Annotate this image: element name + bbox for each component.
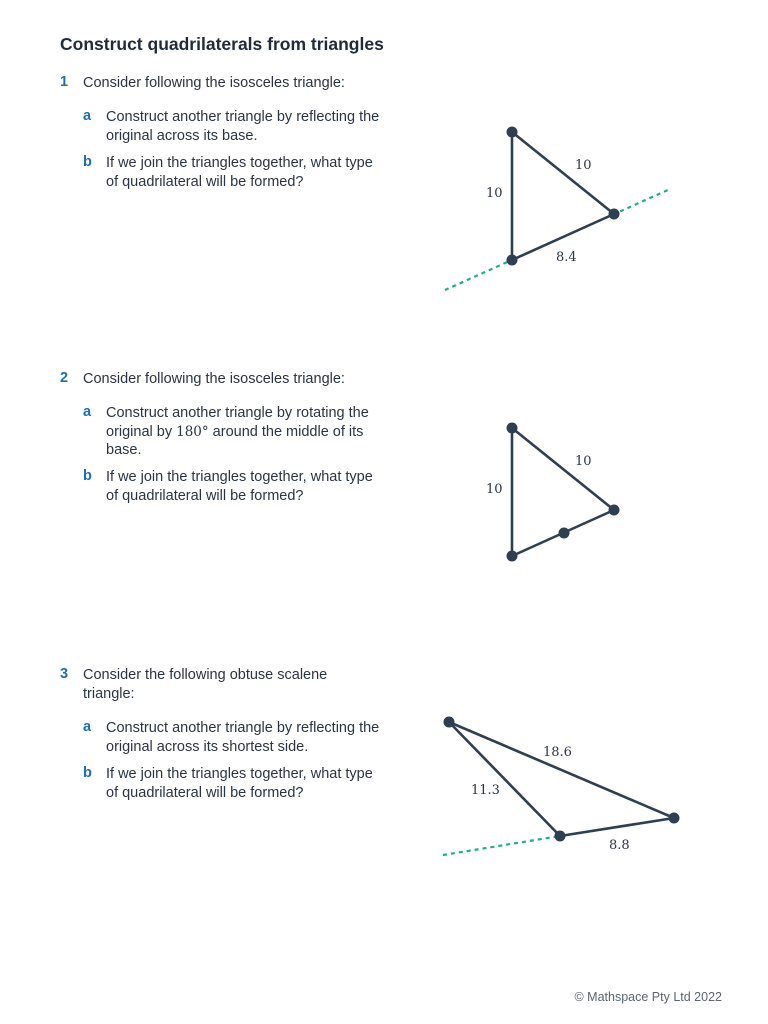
vertex-point (669, 813, 680, 824)
side-length-label: 8.8 (609, 838, 630, 853)
side-length-label: 10 (486, 482, 503, 497)
part-text-end: around the middle of its base. (106, 423, 364, 458)
part-letter: a (83, 108, 92, 124)
part-text: Construct another triangle by reflecting the original across its base. (106, 109, 380, 144)
triangle-side (560, 818, 674, 836)
midpoint-point (559, 528, 570, 539)
part-text: If we join the triangles together, what type of quadrilateral will be formed? (106, 766, 373, 801)
figure-3-triangle (443, 717, 680, 856)
side-length-label: 10 (575, 454, 592, 469)
figure-2-triangle (486, 423, 620, 562)
vertex-point (507, 255, 518, 266)
triangle-side (449, 722, 674, 818)
vertex-point (507, 423, 518, 434)
part-text-start: Construct another triangle by rotating the original by (106, 405, 369, 440)
question-text: Consider following the isosceles triangle: (83, 75, 345, 91)
copyright-footer: © Mathspace Pty Ltd 2022 (574, 990, 722, 1004)
reflection-line (443, 836, 560, 855)
part-text: If we join the triangles together, what type of quadrilateral will be formed? (106, 469, 373, 504)
triangle-side (512, 428, 614, 510)
vertex-point (609, 209, 620, 220)
vertex-point (444, 717, 455, 728)
side-length-label: 18.6 (543, 745, 572, 760)
vertex-point (507, 127, 518, 138)
side-length-label: 10 (575, 158, 592, 173)
side-length-label: 11.3 (471, 783, 500, 798)
triangle-side (449, 722, 560, 836)
vertex-point (555, 831, 566, 842)
side-length-label: 10 (486, 186, 503, 201)
vertex-point (609, 505, 620, 516)
question-text: Consider the following obtuse scalene triangle: (83, 667, 328, 702)
figure-1-triangle (445, 127, 670, 291)
side-length-label: 8.4 (556, 250, 577, 265)
part-letter: b (83, 765, 92, 781)
part-letter: a (83, 404, 92, 420)
question-number: 1 (60, 74, 69, 90)
part-text: Construct another triangle by reflecting the original across its shortest side. (106, 720, 380, 755)
vertex-point (507, 551, 518, 562)
question-text: Consider following the isosceles triangle: (83, 371, 345, 387)
part-letter: b (83, 468, 92, 484)
triangle-side (512, 132, 614, 214)
part-text: If we join the triangles together, what type of quadrilateral will be formed? (106, 155, 373, 190)
part-letter: b (83, 154, 92, 170)
page-title: Construct quadrilaterals from triangles (60, 34, 384, 54)
angle-value: 180° (176, 423, 209, 440)
part-letter: a (83, 719, 92, 735)
question-number: 3 (60, 666, 69, 682)
question-number: 2 (60, 370, 69, 386)
